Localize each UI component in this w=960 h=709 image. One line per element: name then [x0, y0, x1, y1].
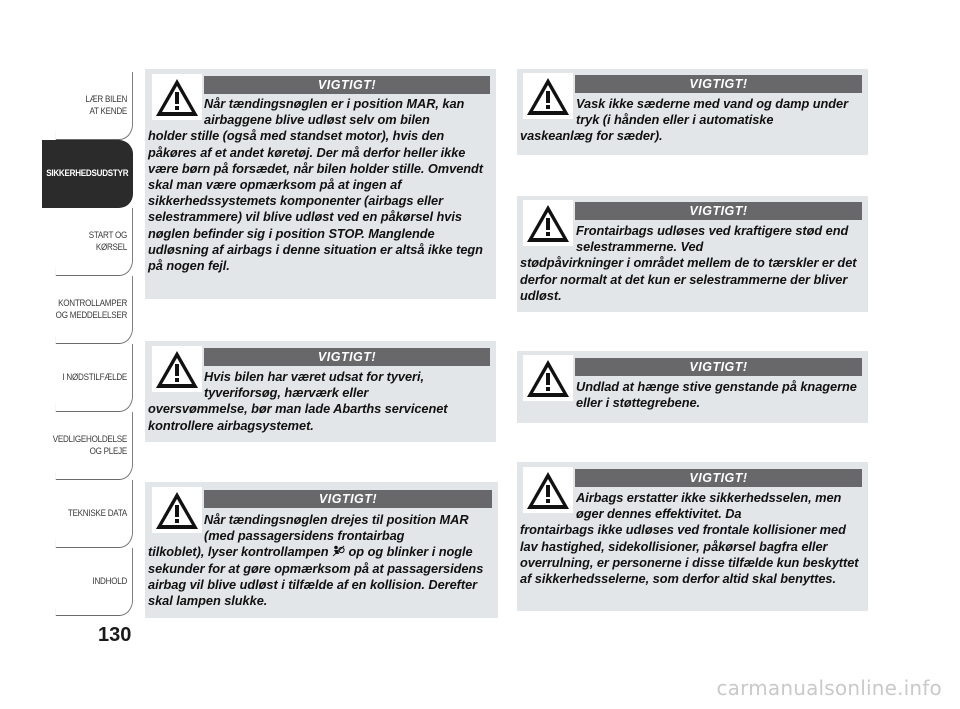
- warning-lead: Når tændingsnøglen er i position MAR, kan airbaggene blive udløst selv om bilen: [204, 96, 465, 128]
- warning-box: [517, 351, 868, 423]
- warning-box: [145, 482, 498, 618]
- warning-text: [520, 223, 865, 304]
- sidebar-item-indhold[interactable]: [56, 548, 133, 616]
- warning-box: [145, 69, 496, 299]
- sidebar-item-label: KONTROLLAMPER OG MEDDELELSER: [55, 298, 128, 321]
- warning-box: [517, 196, 868, 312]
- warning-body: holder stille (også med standset motor), hvis den påkøres af et andet køretøj. Der må derfor heller ikke være børn på forsædet, når bilen holder stille. Omvendt skal man være opmærksom på at ingen af sikkerhedssystemets komponenter (airbags eller selestrammere) vil blive udløst ved en påkørsel hvis nøglen befinder sig i position STOP. Manglende udløsning af airbags i denne situation er altså ikke tegn på nogen fejl.: [148, 128, 484, 274]
- airbag-off-icon: [332, 545, 345, 557]
- warning-text: [520, 96, 865, 145]
- chapter-sidebar: [42, 72, 133, 616]
- warning-lead: Airbags erstatter ikke sikkerhedsselen, men øger dennes effektivitet. Da: [576, 490, 842, 522]
- sidebar-item-nodstilfaelde[interactable]: [56, 344, 133, 412]
- sidebar-item-label: VEDLIGEHOLDELSE OG PLEJE: [52, 434, 128, 457]
- sidebar-item-label: INDHOLD: [92, 575, 128, 587]
- sidebar-item-label: LÆR BILEN AT KENDE: [85, 94, 128, 117]
- warning-body: vaskeanlæg for sæder).: [520, 128, 663, 144]
- warning-box: [145, 341, 496, 442]
- sidebar-item-kontrollamper[interactable]: [56, 276, 133, 344]
- warning-banner: VIGTIGT!: [575, 469, 862, 487]
- warning-banner: VIGTIGT!: [575, 202, 862, 220]
- warning-body: stødpåvirkninger i området mellem de to tærskler er det derfor normalt at det kun er selestrammerne der bliver udløst.: [520, 255, 857, 303]
- warning-box: [517, 69, 868, 155]
- warning-banner: VIGTIGT!: [575, 75, 862, 93]
- sidebar-item-laer-bilen[interactable]: [56, 72, 133, 140]
- warning-lead: Frontairbags udløses ved kraftigere stød end selestrammerne. Ved: [576, 223, 849, 255]
- sidebar-item-label: START OG KØRSEL: [88, 230, 128, 253]
- sidebar-item-start-og-korsel[interactable]: [56, 208, 133, 276]
- page-number: 130: [98, 624, 132, 646]
- sidebar-item-sikkerhedsudstyr[interactable]: [42, 140, 133, 208]
- warning-lead: Hvis bilen har været udsat for tyveri, tyveriforsøg, hærværk eller: [204, 369, 424, 401]
- warning-body-continued: op og blinker i nogle sekunder for at gøre opmærksom på at passagersidens airbag vil blive udløst i tilfælde af en kollision. Derefter skal lampen slukke.: [148, 544, 484, 609]
- warning-text: [148, 96, 493, 274]
- sidebar-item-tekniske-data[interactable]: [56, 480, 133, 548]
- warning-text: [148, 512, 496, 609]
- warning-text: [520, 490, 865, 587]
- warning-banner: VIGTIGT!: [204, 76, 490, 94]
- sidebar-item-label: SIKKERHEDSUDSTYR: [46, 168, 129, 180]
- sidebar-item-label: I NØDSTILFÆLDE: [62, 371, 128, 383]
- warning-banner: VIGTIGT!: [575, 358, 862, 376]
- warning-lead: Undlad at hænge stive genstande på knagerne eller i støttegrebene.: [576, 379, 857, 411]
- warning-lead: Når tændingsnøglen drejes til position MAR (med passagersidens frontairbag: [204, 512, 469, 544]
- watermark: carmanualsonline.info: [716, 676, 942, 700]
- warning-text: [520, 379, 865, 411]
- sidebar-item-label: TEKNISKE DATA: [67, 507, 128, 519]
- sidebar-item-vedligeholdelse[interactable]: [52, 412, 133, 480]
- warning-body: tilkoblet), lyser kontrollampen: [148, 544, 329, 560]
- warning-lead: Vask ikke sæderne med vand og damp under tryk (i hånden eller i automatiske: [576, 96, 849, 128]
- warning-banner: VIGTIGT!: [204, 490, 492, 508]
- warning-body: frontairbags ikke udløses ved frontale kollisioner med lav hastighed, sidekollisioner, påkørsel bagfra eller overrulning, er personerne i disse tilfælde kun beskyttet af sikkerhedsselerne, som derfor altid skal benyttes.: [520, 522, 859, 587]
- warning-body: oversvømmelse, bør man lade Abarths servicenet kontrollere airbagsystemet.: [148, 401, 448, 433]
- warning-box: [517, 462, 868, 611]
- warning-banner: VIGTIGT!: [204, 348, 490, 366]
- warning-text: [148, 369, 493, 434]
